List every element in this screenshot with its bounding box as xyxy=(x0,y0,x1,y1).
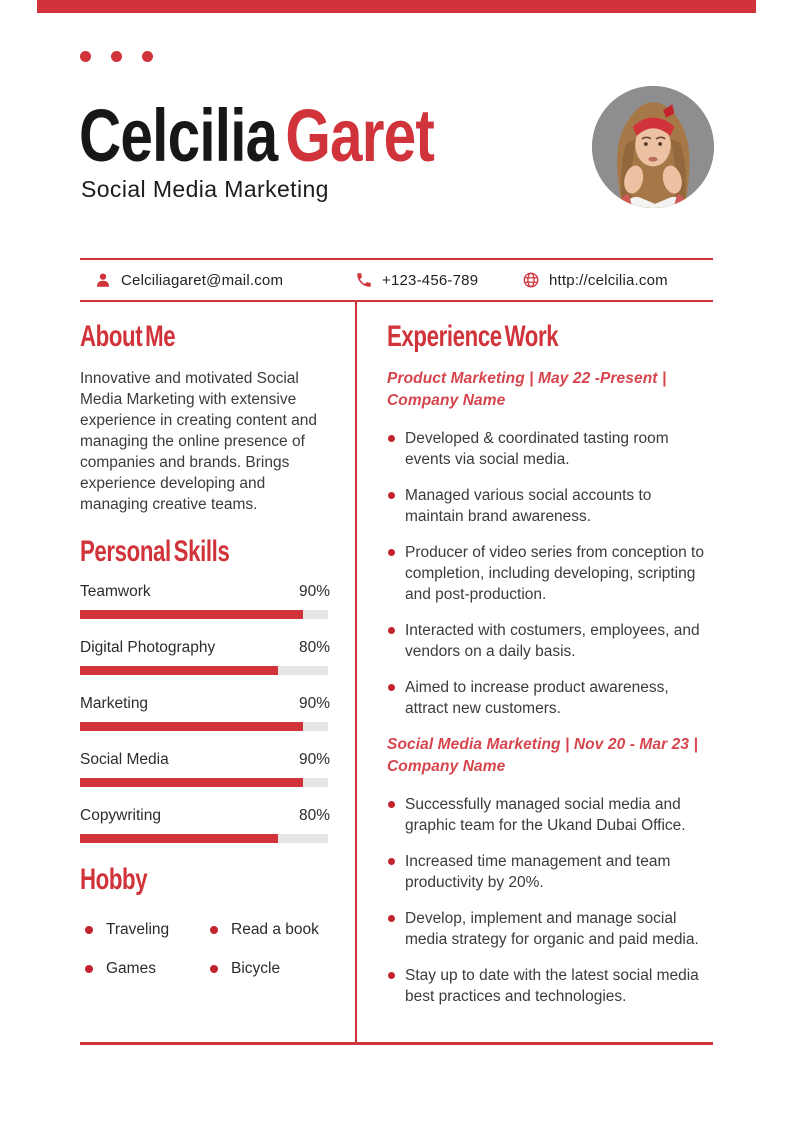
jobs-list xyxy=(387,368,713,1007)
dot-icon xyxy=(142,51,153,62)
bullet-text: Develop, implement and manage social media strategy for organic and paid media. xyxy=(405,910,699,948)
bullet-dot-icon xyxy=(388,492,395,499)
skill-bar-fill xyxy=(80,666,278,675)
hobby-item xyxy=(205,960,330,978)
bullet-text: Increased time management and team productivity by 20%. xyxy=(405,853,671,891)
skill-label: Teamwork xyxy=(80,583,151,600)
skill-percent: 80% xyxy=(298,639,330,656)
bullet-text: Producer of video series from conception to completion, including developing, scripting and post-production. xyxy=(405,544,704,603)
skill-bar-track xyxy=(80,666,328,675)
skill-item xyxy=(80,583,330,619)
dot-icon xyxy=(80,51,91,62)
bullet-item xyxy=(387,794,713,836)
skill-percent: 90% xyxy=(298,583,330,600)
skill-bar-fill xyxy=(80,778,303,787)
person-icon xyxy=(94,271,112,289)
bullet-dot-icon xyxy=(85,926,93,934)
bullet-text: Managed various social accounts to maintain brand awareness. xyxy=(405,487,652,525)
bullet-dot-icon xyxy=(388,435,395,442)
skills-list xyxy=(80,583,330,843)
bullet-dot-icon xyxy=(388,972,395,979)
job-bullets xyxy=(387,428,713,719)
person-name xyxy=(79,94,435,177)
skill-percent: 90% xyxy=(298,751,330,768)
bullet-dot-icon xyxy=(85,965,93,973)
right-column xyxy=(387,320,713,1022)
globe-icon xyxy=(522,271,540,289)
phone-text: +123-456-789 xyxy=(382,271,479,289)
skill-bar-fill xyxy=(80,834,278,843)
skill-bar-fill xyxy=(80,722,303,731)
dot-icon xyxy=(111,51,122,62)
column-divider xyxy=(355,302,357,1042)
skill-item xyxy=(80,751,330,787)
skill-bar-fill xyxy=(80,610,303,619)
bullet-dot-icon xyxy=(388,915,395,922)
website-text: http://celcilia.com xyxy=(549,271,668,289)
website-item xyxy=(522,260,668,300)
bullet-text: Successfully managed social media and graphic team for the Ukand Dubai Office. xyxy=(405,796,686,834)
bullet-dot-icon xyxy=(388,858,395,865)
bullet-item xyxy=(387,851,713,893)
bullet-dot-icon xyxy=(388,801,395,808)
skill-percent: 80% xyxy=(298,807,330,824)
skill-bar-track xyxy=(80,834,328,843)
about-heading: About Me xyxy=(80,320,176,353)
bullet-text: Developed & coordinated tasting room events via social media. xyxy=(405,430,669,468)
job-role-subtitle: Social Media Marketing xyxy=(81,176,329,202)
bullet-item xyxy=(387,908,713,950)
person-last-name: Garet xyxy=(285,94,435,177)
bullet-text: Stay up to date with the latest social media best practices and technologies. xyxy=(405,967,699,1005)
job-entry xyxy=(387,734,713,1007)
email-item xyxy=(94,260,283,300)
bullet-item xyxy=(387,428,713,470)
profile-photo xyxy=(592,86,714,208)
skill-item xyxy=(80,807,330,843)
phone-icon xyxy=(355,271,373,289)
bullet-item xyxy=(387,677,713,719)
skill-bar-track xyxy=(80,722,328,731)
skill-bar-track xyxy=(80,778,328,787)
skill-item xyxy=(80,639,330,675)
top-accent-bar xyxy=(37,0,756,13)
experience-heading: Experience Work xyxy=(387,320,559,353)
hobby-heading: Hobby xyxy=(80,863,148,896)
job-title: Product Marketing | May 22 -Present | Company Name xyxy=(387,370,667,409)
hobby-label: Games xyxy=(106,960,156,977)
skill-label: Digital Photography xyxy=(80,639,216,656)
bottom-accent-line xyxy=(80,1042,713,1045)
skill-label: Social Media xyxy=(80,751,169,768)
hobby-list xyxy=(80,921,330,978)
hobby-label: Traveling xyxy=(106,921,170,938)
person-first-name: Celcilia xyxy=(79,94,278,177)
bullet-dot-icon xyxy=(388,684,395,691)
job-entry xyxy=(387,368,713,719)
hobby-item xyxy=(80,921,205,939)
bullet-dot-icon xyxy=(210,926,218,934)
bullet-item xyxy=(387,965,713,1007)
skill-item xyxy=(80,695,330,731)
bullet-dot-icon xyxy=(388,549,395,556)
about-text: Innovative and motivated Social Media Marketing with extensive experience in creating content and managing the online presence of companies and brands. Brings experience developing and managing creative teams. xyxy=(80,370,317,513)
bullet-item xyxy=(387,620,713,662)
job-title: Social Media Marketing | Nov 20 - Mar 23 | Company Name xyxy=(387,736,698,775)
bullet-text: Aimed to increase product awareness, attract new customers. xyxy=(405,679,669,717)
skill-label: Copywriting xyxy=(80,807,161,824)
hobby-item xyxy=(80,960,205,978)
skill-label: Marketing xyxy=(80,695,149,712)
job-bullets xyxy=(387,794,713,1007)
skill-percent: 90% xyxy=(298,695,330,712)
bullet-item xyxy=(387,485,713,527)
bullet-item xyxy=(387,542,713,605)
left-column xyxy=(80,320,330,978)
decorative-dots xyxy=(80,51,153,62)
hobby-item xyxy=(205,921,330,939)
bullet-dot-icon xyxy=(388,627,395,634)
woman-portrait-illustration xyxy=(592,86,714,208)
hobby-label: Bicycle xyxy=(231,960,281,977)
skill-bar-track xyxy=(80,610,328,619)
skills-heading: Personal Skills xyxy=(80,535,230,568)
hobby-label: Read a book xyxy=(231,921,319,938)
phone-item xyxy=(355,260,478,300)
email-text: Celciliagaret@mail.com xyxy=(121,271,284,289)
bullet-text: Interacted with costumers, employees, and vendors on a daily basis. xyxy=(405,622,700,660)
bullet-dot-icon xyxy=(210,965,218,973)
contact-bar xyxy=(80,258,713,302)
